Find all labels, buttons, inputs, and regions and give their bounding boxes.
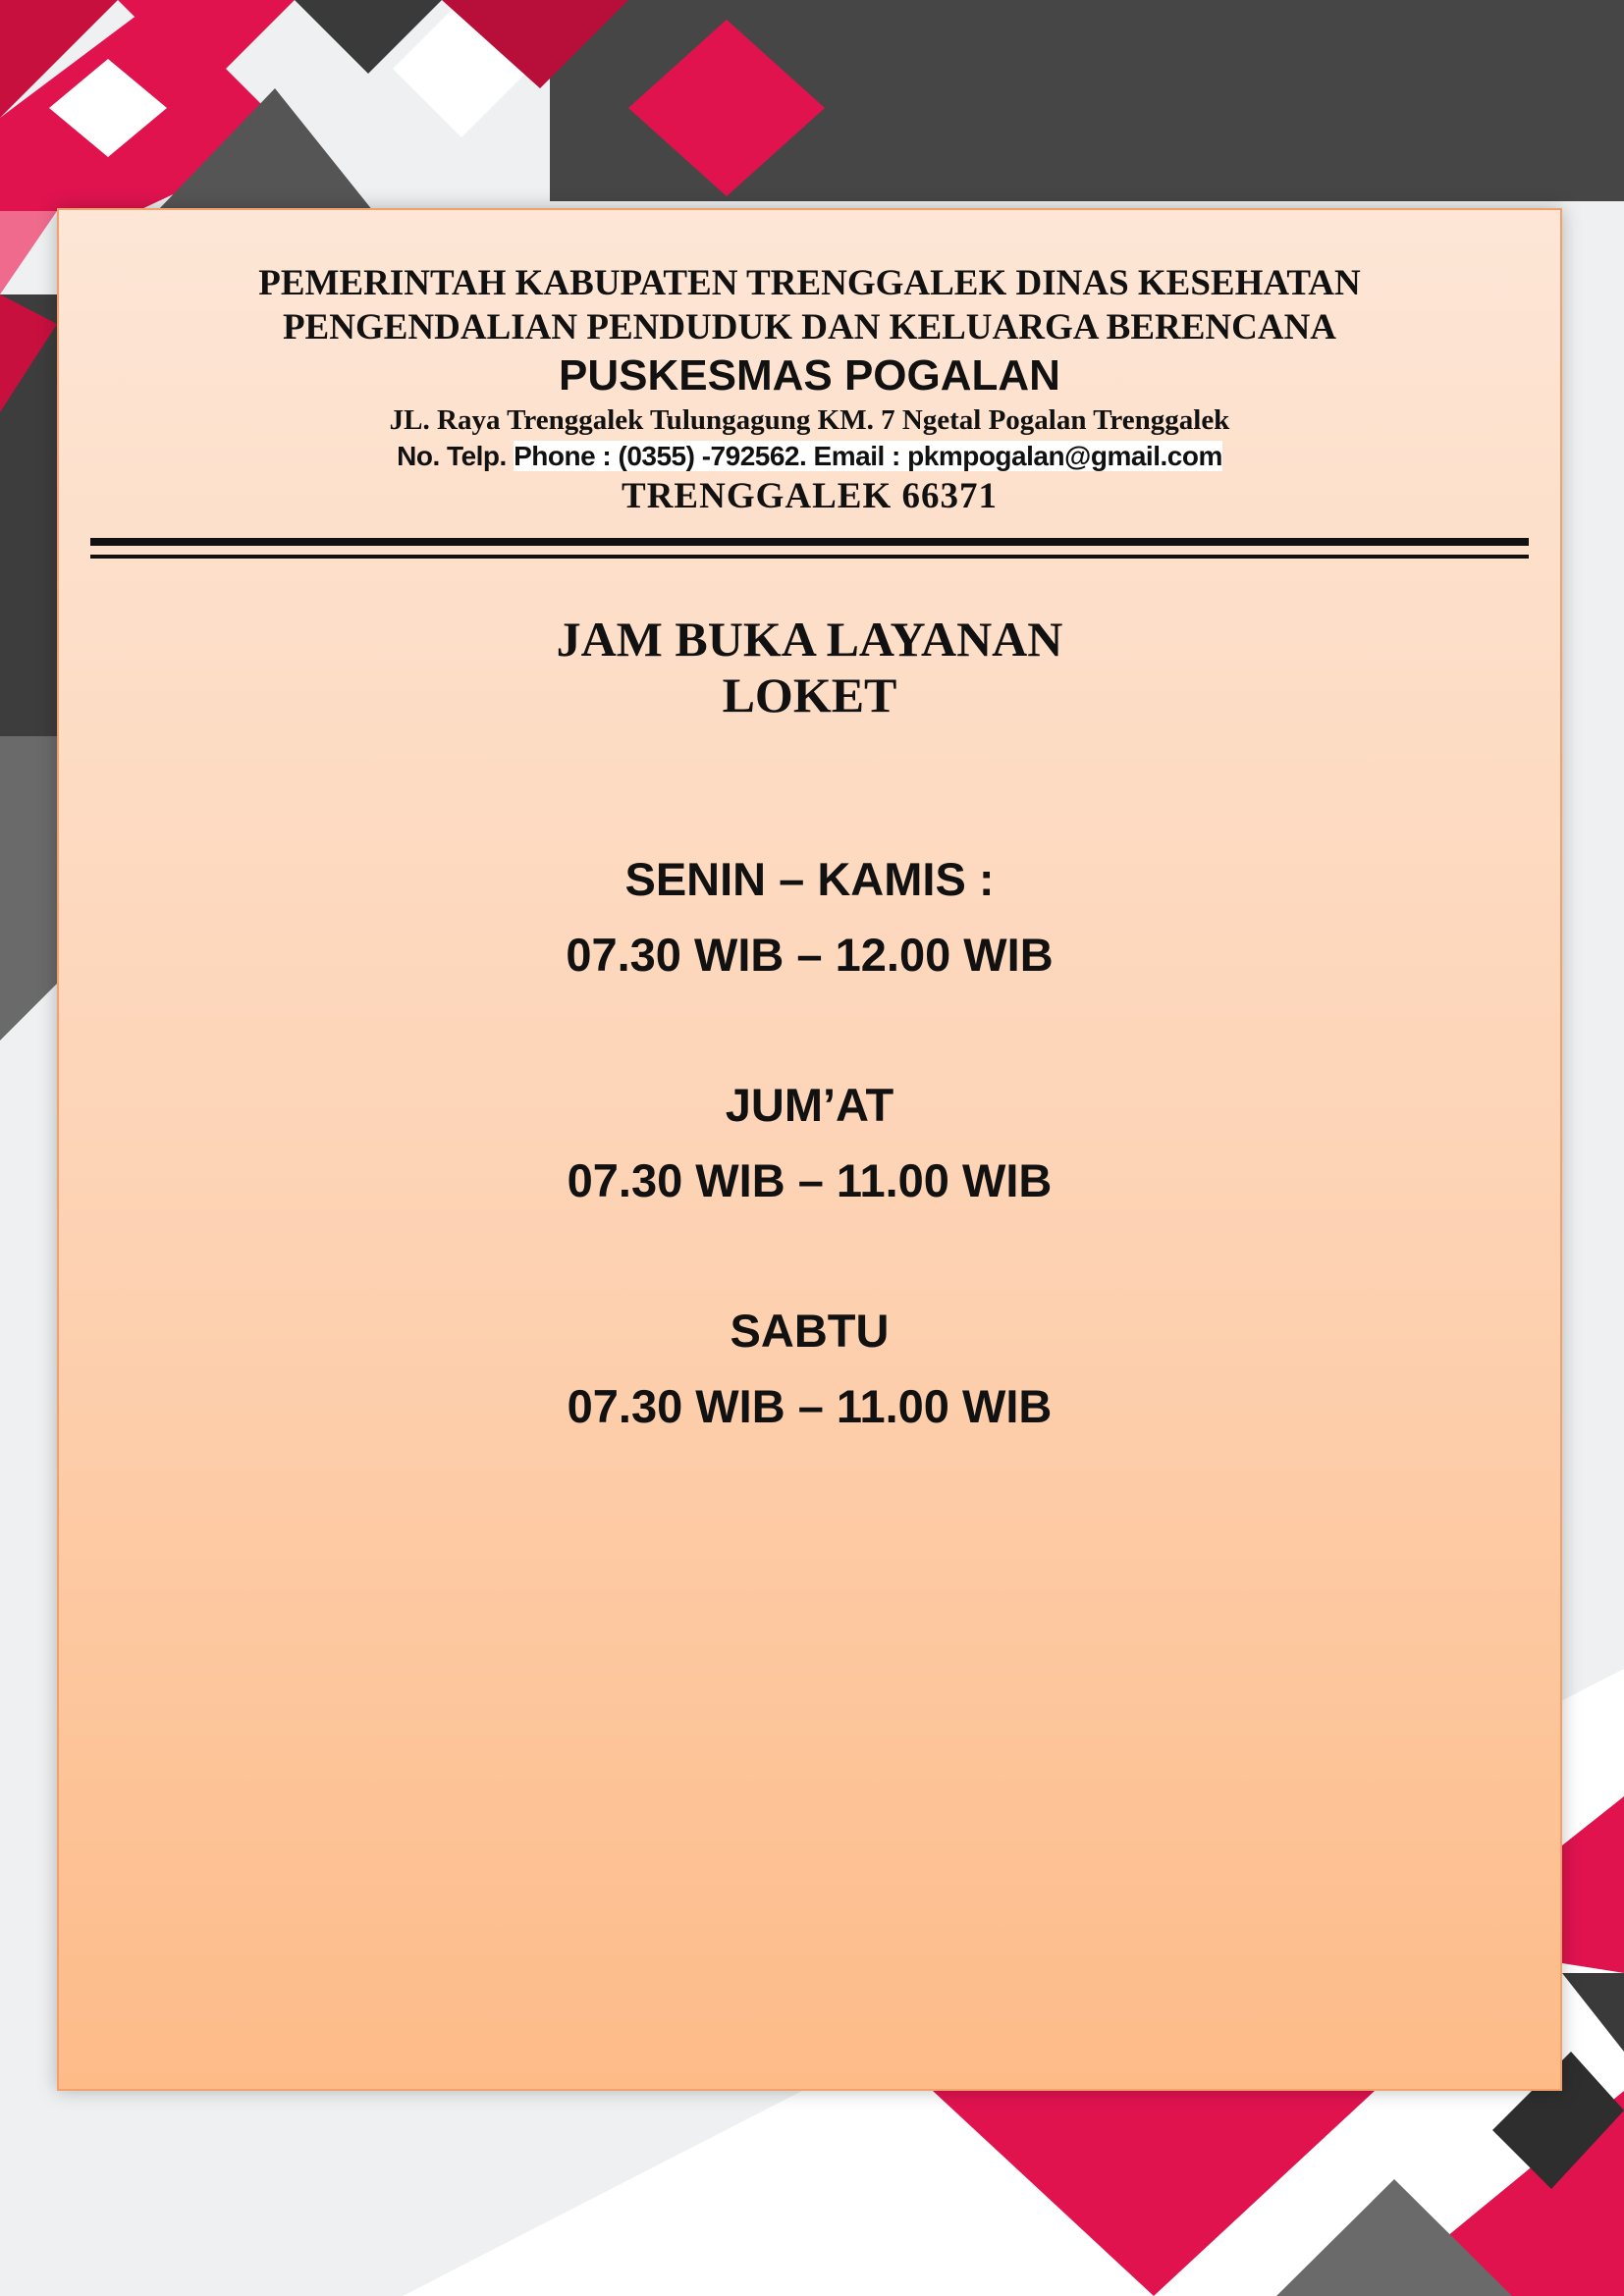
address: JL. Raya Trenggalek Tulungagung KM. 7 Ngetal Pogalan Trenggalek [389, 404, 1230, 436]
schedule-day-3: SABTU [730, 1305, 890, 1357]
contact-line [59, 441, 1560, 472]
city-postal: TRENGGALEK 66371 [622, 476, 998, 516]
schedule-hours-1: 07.30 WIB – 12.00 WIB [566, 929, 1054, 981]
schedule-hours-2: 07.30 WIB – 11.00 WIB [567, 1154, 1053, 1206]
letterhead-line-2: PENGENDALIAN PENDUDUK DAN KELUARGA BERENCANA [282, 307, 1337, 347]
content-panel [57, 208, 1562, 2091]
header-rule-thin [90, 555, 1529, 559]
schedule-hours-3: 07.30 WIB – 11.00 WIB [567, 1380, 1053, 1432]
left-grey-triangle [0, 736, 59, 1041]
header-rule-thick [90, 538, 1529, 546]
schedule-day-2: JUM’AT [725, 1079, 894, 1131]
letterhead-line-1: PEMERINTAH KABUPATEN TRENGGALEK DINAS KESEHATAN [258, 263, 1361, 303]
schedule-day-1: SENIN – KAMIS : [624, 853, 995, 905]
contact-details: Phone : (0355) -792562. Email : pkmpogalan@gmail.com [514, 441, 1222, 471]
org-name: PUSKESMAS POGALAN [559, 351, 1060, 400]
title-line-2: LOKET [722, 667, 897, 722]
contact-prefix: No. Telp. [397, 441, 514, 471]
pink-triangle-1 [0, 211, 57, 294]
title-line-1: JAM BUKA LAYANAN [556, 612, 1063, 667]
